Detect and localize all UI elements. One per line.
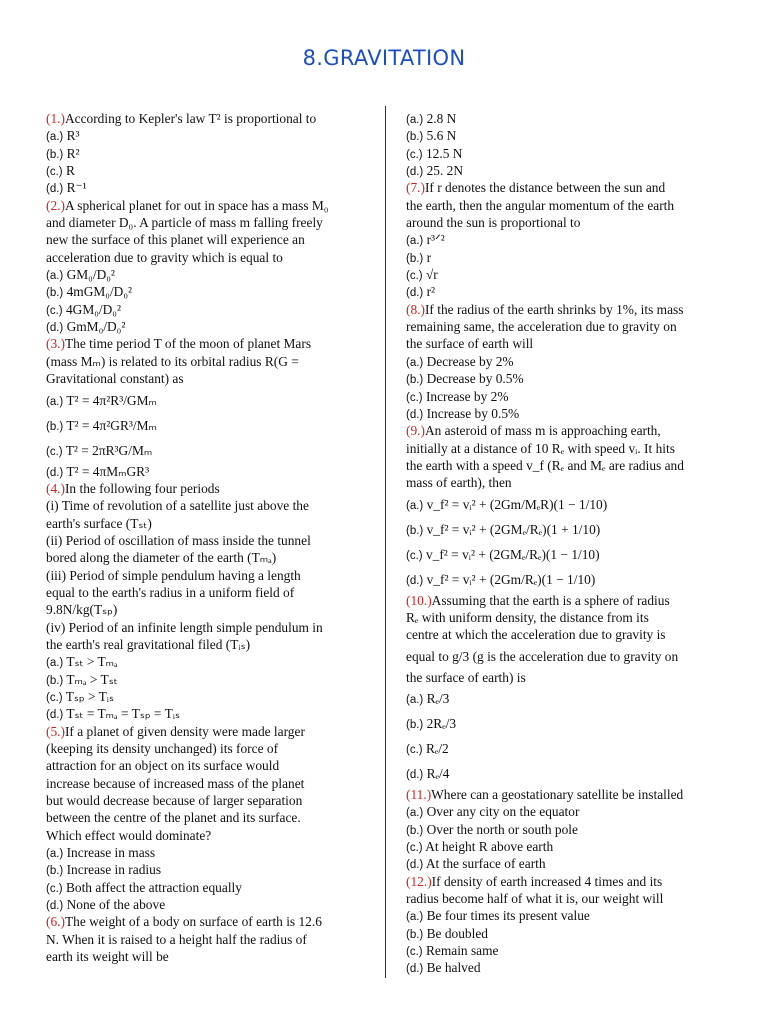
option-label: (d.) [406,408,424,421]
option-label: (a.) [406,114,424,126]
line-text: At the surface of earth [423,856,546,872]
line-text: The time period T of the moon of planet Mars [64,336,312,352]
text-line [46,931,366,948]
line-text: (iv) Period of an infinite length simple pendulum in [46,619,323,635]
text-line [46,827,366,844]
option-line [406,736,722,761]
option-line [406,127,722,144]
option-label: (d.) [46,183,64,196]
option-line [406,959,722,976]
line-text: 4mGM₀/D₀² [63,284,133,300]
option-label: (c.) [46,445,63,458]
option-line [46,688,366,705]
option-line [46,318,366,335]
option-line [406,283,722,300]
line-text: Both affect the attraction equally [62,879,242,895]
line-text: (mass Mₘ) is related to its orbital radius R(G = [46,353,299,369]
text-line [406,440,722,457]
option-label: (a.) [406,807,424,820]
option-label: (d.) [406,574,424,587]
option-label: (c.) [406,743,423,756]
line-text: acceleration due to gravity which is equal to [46,249,283,265]
line-text: R³ [63,128,80,144]
question-number: (8.) [406,301,425,317]
line-text: Rₑ/3 [423,690,450,706]
line-text: 9.8N/kg(Tₛₚ) [46,602,118,618]
option-line [406,855,722,872]
option-label: (a.) [46,848,64,861]
line-text: the earth with a speed v_f (Rₑ and Mₑ are radius and [406,457,684,473]
text-line [46,353,366,370]
question-line [46,480,366,497]
option-line [46,653,366,670]
option-label: (d.) [46,900,64,913]
option-label: (d.) [406,768,424,781]
option-label: (c.) [406,391,423,404]
question-line [406,592,722,609]
text-line [46,231,366,248]
line-text: Be doubled [423,925,488,941]
option-label: (d.) [46,709,64,722]
column-divider [385,106,386,978]
text-line [46,497,366,514]
line-text: The weight of a body on surface of earth is 12.6 [64,914,322,930]
line-text: R [62,163,75,179]
line-text: T² = 4πMₘGR³ [63,463,150,479]
option-label: (a.) [46,657,64,670]
line-text: 5.6 N [423,128,457,144]
text-line [46,775,366,792]
line-text: between the centre of the planet and its surface. [46,810,301,826]
text-line [46,532,366,549]
line-text: N. When it is raised to a height half the radius of [46,931,307,947]
option-label: (c.) [406,549,423,562]
question-line [406,301,722,318]
line-text: At height R above earth [422,838,554,854]
option-line [406,249,722,266]
text-line [46,567,366,584]
line-text: (ii) Period of oscillation of mass inside the tunnel [46,532,311,548]
line-text: GM₀/D₀² [63,267,115,283]
line-text: A spherical planet for out in space has a mass M₀ [64,197,329,213]
option-line [406,925,722,942]
question-number: (1.) [46,111,65,126]
text-line [46,809,366,826]
line-text: In the following four periods [64,480,220,496]
option-label: (a.) [406,499,424,512]
line-text: Increase in mass [63,845,156,861]
option-label: (a.) [406,235,424,248]
line-text: √r [422,267,438,283]
option-label: (c.) [46,166,63,179]
text-line [406,474,722,491]
option-line [406,517,722,542]
line-text: increase because of increased mass of the planet [46,775,305,791]
text-line [406,335,722,352]
line-text: Over the north or south pole [423,821,578,837]
line-text: Gravitational constant) as [46,371,184,387]
text-line [406,457,722,474]
option-line [46,413,366,438]
line-text: T² = 2πR³G/Mₘ [62,442,153,458]
option-line [406,838,722,855]
option-label: (d.) [46,322,64,335]
text-line [46,948,366,965]
option-label: (b.) [46,287,64,300]
question-line [46,913,366,930]
option-line [406,231,722,248]
option-label: (c.) [46,304,63,317]
option-line [46,145,366,162]
option-line [406,162,722,179]
line-text: radius become half of what it is, our weight will [406,891,664,906]
question-line [406,179,722,196]
question-line [406,422,722,439]
text-line [46,214,366,231]
right-column [406,110,722,977]
line-text: If r denotes the distance between the sun and [424,180,666,196]
question-line [46,723,366,740]
line-text: Increase by 0.5% [423,405,520,421]
text-line [46,636,366,653]
question-line [46,197,366,214]
option-label: (c.) [406,946,423,959]
line-text: 2Rₑ/3 [423,715,457,731]
line-text: If a planet of given density were made larger [64,723,305,739]
line-text: the earth's real gravitational filed (Tᵢₛ) [46,636,251,652]
option-label: (d.) [46,466,64,479]
option-line [46,162,366,179]
option-line [46,463,366,480]
line-text: new the surface of this planet will experience an [46,232,305,248]
text-line [46,601,366,618]
line-text: the surface of earth will [406,336,534,352]
line-text: If density of earth increased 4 times and its [431,873,663,889]
option-line [406,761,722,786]
option-label: (b.) [46,148,64,161]
line-text: T² = 4π²GR³/Mₘ [63,417,157,433]
option-line [46,705,366,722]
option-line [46,266,366,283]
page-title: 8.GRAVITATION [302,46,466,70]
text-line [406,626,722,643]
line-text: v_f² = vᵢ² + (2Gm/Rₑ)(1 − 1/10) [423,571,596,587]
option-label: (b.) [46,674,64,687]
line-text: An asteroid of mass m is approaching earth, [424,423,661,439]
line-text: Decrease by 2% [423,353,514,369]
question-number: (3.) [46,336,65,352]
line-text: Tₛₚ > Tᵢₛ [62,688,114,704]
text-line [46,249,366,266]
line-text: Where can a geostationary satellite be installed [431,786,684,802]
text-line [46,549,366,566]
question-number: (11.) [406,786,432,802]
text-line [46,370,366,387]
line-text: Be halved [423,960,481,976]
option-label: (d.) [406,287,424,300]
option-line [406,370,722,387]
line-text: (keeping its density unchanged) its force of [46,741,279,756]
option-line [406,821,722,838]
option-line [406,686,722,711]
line-text: R⁻¹ [63,180,87,196]
text-line [46,584,366,601]
text-line [406,214,722,231]
option-line [406,388,722,405]
line-text: Rₑ/2 [422,740,449,756]
line-text: 12.5 N [422,145,463,161]
line-text: and diameter D₀. A particle of mass m falling freely [46,215,323,231]
line-text: T² = 4π²R³/GMₘ [63,392,157,408]
option-line [46,671,366,688]
option-line [406,353,722,370]
line-text: the earth, then the angular momentum of the earth [406,197,675,213]
option-line [406,942,722,959]
option-line [46,283,366,300]
question-number: (12.) [406,873,432,889]
line-text: mass of earth), then [406,475,512,491]
option-label: (d.) [406,859,424,872]
text-line [46,757,366,774]
line-text: According to Kepler's law T² is proportional to [64,111,317,126]
option-label: (c.) [406,148,423,161]
option-label: (b.) [406,718,424,731]
question-number: (5.) [46,723,65,739]
question-line [46,110,366,127]
option-line [406,542,722,567]
left-column [46,110,366,965]
option-label: (a.) [46,395,64,408]
option-line [46,844,366,861]
line-text: 25. 2N [423,163,464,179]
question-number: (2.) [46,197,65,213]
question-number: (4.) [46,480,65,496]
line-text: Tₛₜ = Tₘₐ = Tₛₚ = Tᵢₛ [63,706,180,722]
option-label: (a.) [406,693,424,706]
line-text: initially at a distance of 10 Rₑ with speed vᵢ. It hits [406,440,675,456]
line-text: Remain same [422,943,499,959]
line-text: r [423,249,432,265]
text-line [406,890,722,907]
line-text: (i) Time of revolution of a satellite just above the [46,498,309,514]
option-label: (d.) [406,963,424,976]
line-text: but would decrease because of larger separation [46,793,303,809]
line-text: Over any city on the equator [423,804,580,820]
question-number: (6.) [46,914,65,930]
option-label: (b.) [46,420,64,433]
text-line [406,609,722,626]
line-text: Increase in radius [63,862,162,878]
option-label: (c.) [406,270,423,283]
option-label: (a.) [406,911,424,924]
option-line [406,405,722,422]
option-label: (b.) [406,374,424,387]
option-line [406,907,722,924]
line-text: earth its weight will be [46,949,169,965]
line-text: Tₛₜ > Tₘₐ [63,654,118,670]
question-line [46,335,366,352]
option-line [46,301,366,318]
line-text: GmM₀/D₀² [63,319,126,335]
question-number: (7.) [406,180,425,196]
line-text: Increase by 2% [422,388,509,404]
line-text: Rₑ with uniform density, the distance from its [406,609,649,625]
option-line [406,567,722,592]
line-text: 2.8 N [423,111,457,126]
option-line [406,803,722,820]
option-line [46,896,366,913]
option-label: (b.) [406,824,424,837]
option-label: (b.) [406,131,424,144]
line-text: bored along the diameter of the earth (Tₘₐ) [46,550,277,566]
line-text: 4GM₀/D₀² [62,301,121,317]
option-label: (b.) [46,865,64,878]
option-line [46,879,366,896]
question-number: (10.) [406,592,432,608]
line-text: Rₑ/4 [423,765,450,781]
option-line [406,492,722,517]
line-text: Assuming that the earth is a sphere of radius [431,592,670,608]
line-text: the surface of earth) is [406,669,526,685]
line-text: r³ᐟ² [423,232,445,248]
option-label: (a.) [46,270,64,283]
line-text: v_f² = vᵢ² + (2Gm/MₑR)(1 − 1/10) [423,496,608,512]
text-line [46,515,366,532]
option-line [406,145,722,162]
line-text: Decrease by 0.5% [423,371,524,387]
line-text: equal to the earth's radius in a uniform field of [46,584,295,600]
line-text: earth's surface (Tₛₜ) [46,515,152,531]
line-text: v_f² = vᵢ² + (2GMₑ/Rₑ)(1 − 1/10) [422,546,600,562]
option-label: (a.) [46,131,64,144]
line-text: If the radius of the earth shrinks by 1%, its mass [424,301,684,317]
text-line [46,740,366,757]
question-number: (9.) [406,423,425,439]
option-line [46,438,366,463]
option-label: (b.) [406,252,424,265]
text-line [406,318,722,335]
line-text: Be four times its present value [423,908,590,924]
question-line [406,873,722,890]
option-label: (c.) [406,841,423,854]
line-text: Which effect would dominate? [46,827,212,843]
option-line [46,179,366,196]
line-text: v_f² = vᵢ² + (2GMₑ/Rₑ)(1 + 1/10) [423,521,601,537]
option-line [406,110,722,127]
line-text: attraction for an object on its surface would [46,758,280,774]
line-text: equal to g/3 (g is the acceleration due to gravity on [406,648,679,664]
line-text: centre at which the acceleration due to gravity is [406,627,666,643]
option-label: (d.) [406,166,424,179]
line-text: R² [63,145,80,161]
question-line [406,786,722,803]
line-text: remaining same, the acceleration due to gravity on [406,319,677,335]
option-line [406,266,722,283]
line-text: around the sun is proportional to [406,215,581,231]
text-line [46,792,366,809]
option-line [46,861,366,878]
text-line [406,644,722,669]
line-text: (iii) Period of simple pendulum having a length [46,567,301,583]
option-label: (b.) [406,524,424,537]
text-line [406,669,722,686]
option-label: (c.) [46,882,63,895]
option-line [46,127,366,144]
line-text: None of the above [63,897,166,913]
option-line [406,711,722,736]
text-line [406,197,722,214]
option-line [46,388,366,413]
line-text: r² [423,284,436,300]
line-text: Tₘₐ > Tₛₜ [63,671,118,687]
option-label: (b.) [406,928,424,941]
option-label: (c.) [46,691,63,704]
text-line [46,619,366,636]
option-label: (a.) [406,356,424,369]
